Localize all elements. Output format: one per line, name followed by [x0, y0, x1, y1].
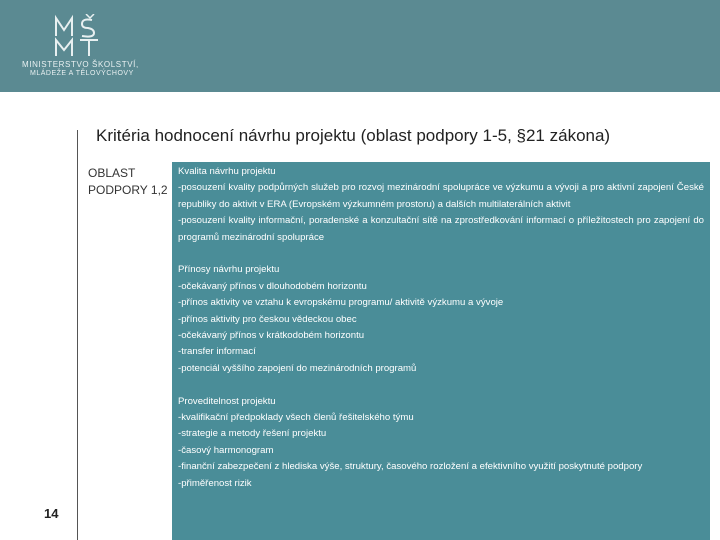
criteria-item: -očekávaný přínos v krátkodobém horizontu	[178, 330, 365, 342]
ministry-logo	[22, 14, 182, 84]
criteria-item: -přiměřenost rizik	[178, 477, 252, 489]
section-spacer	[178, 377, 704, 393]
support-area-label-line2: PODPORY 1,2	[88, 183, 168, 197]
header-banner	[0, 0, 720, 92]
criteria-item: -přínos aktivity pro českou vědeckou obec	[178, 313, 357, 325]
criteria-item: -potenciál vyššího zapojení do mezinárodních programů	[178, 362, 417, 374]
left-divider	[77, 130, 78, 540]
criteria-item: -časový harmonogram	[178, 444, 274, 456]
slide-title: Kritéria hodnocení návrhu projektu (oblast podpory 1-5, §21 zákona)	[96, 126, 611, 145]
section-heading-feasibility: Proveditelnost projektu	[178, 395, 276, 407]
criteria-item: -finanční zabezpečení z hlediska výše, struktury, časového rozložení a efektivního využití poskytnuté podpory	[178, 461, 643, 473]
page-number: 14	[44, 506, 59, 521]
criteria-item: -kvalifikační předpoklady všech členů řešitelského týmu	[178, 412, 414, 424]
msmt-logo-icon	[52, 14, 112, 58]
criteria-item: -posouzení kvality podpůrných služeb pro rozvoj mezinárodní spolupráce ve výzkumu a vývoji a pro aktivní zapojení České republiky do aktivit v ERA (Evropském výzkumném prostoru) a dalších multilaterálních aktivit	[178, 182, 704, 210]
support-area-label-line1: OBLAST	[88, 166, 136, 180]
section-spacer	[178, 246, 704, 262]
criteria-item: -posouzení kvality informační, poradenské a konzultační sítě na zprostředkování informací o příležitostech pro zapojení do programů mezinárodní spolupráce	[178, 215, 704, 243]
right-edge-strip	[712, 92, 720, 540]
section-heading-benefits: Přínosy návrhu projektu	[178, 264, 280, 276]
logo-text-line1: MINISTERSTVO ŠKOLSTVÍ,	[22, 60, 139, 69]
criteria-text	[178, 164, 704, 492]
criteria-item: -strategie a metody řešení projektu	[178, 428, 327, 440]
criteria-item: -přínos aktivity ve vztahu k evropskému programu/ aktivitě výzkumu a vývoje	[178, 297, 504, 309]
criteria-item: -očekávaný přínos v dlouhodobém horizontu	[178, 280, 367, 292]
support-area-label	[88, 165, 172, 199]
section-heading-quality: Kvalita návrhu projektu	[178, 166, 276, 177]
logo-text-line2: MLÁDEŽE A TĚLOVÝCHOVY	[30, 70, 134, 77]
criteria-item: -transfer informací	[178, 346, 256, 358]
